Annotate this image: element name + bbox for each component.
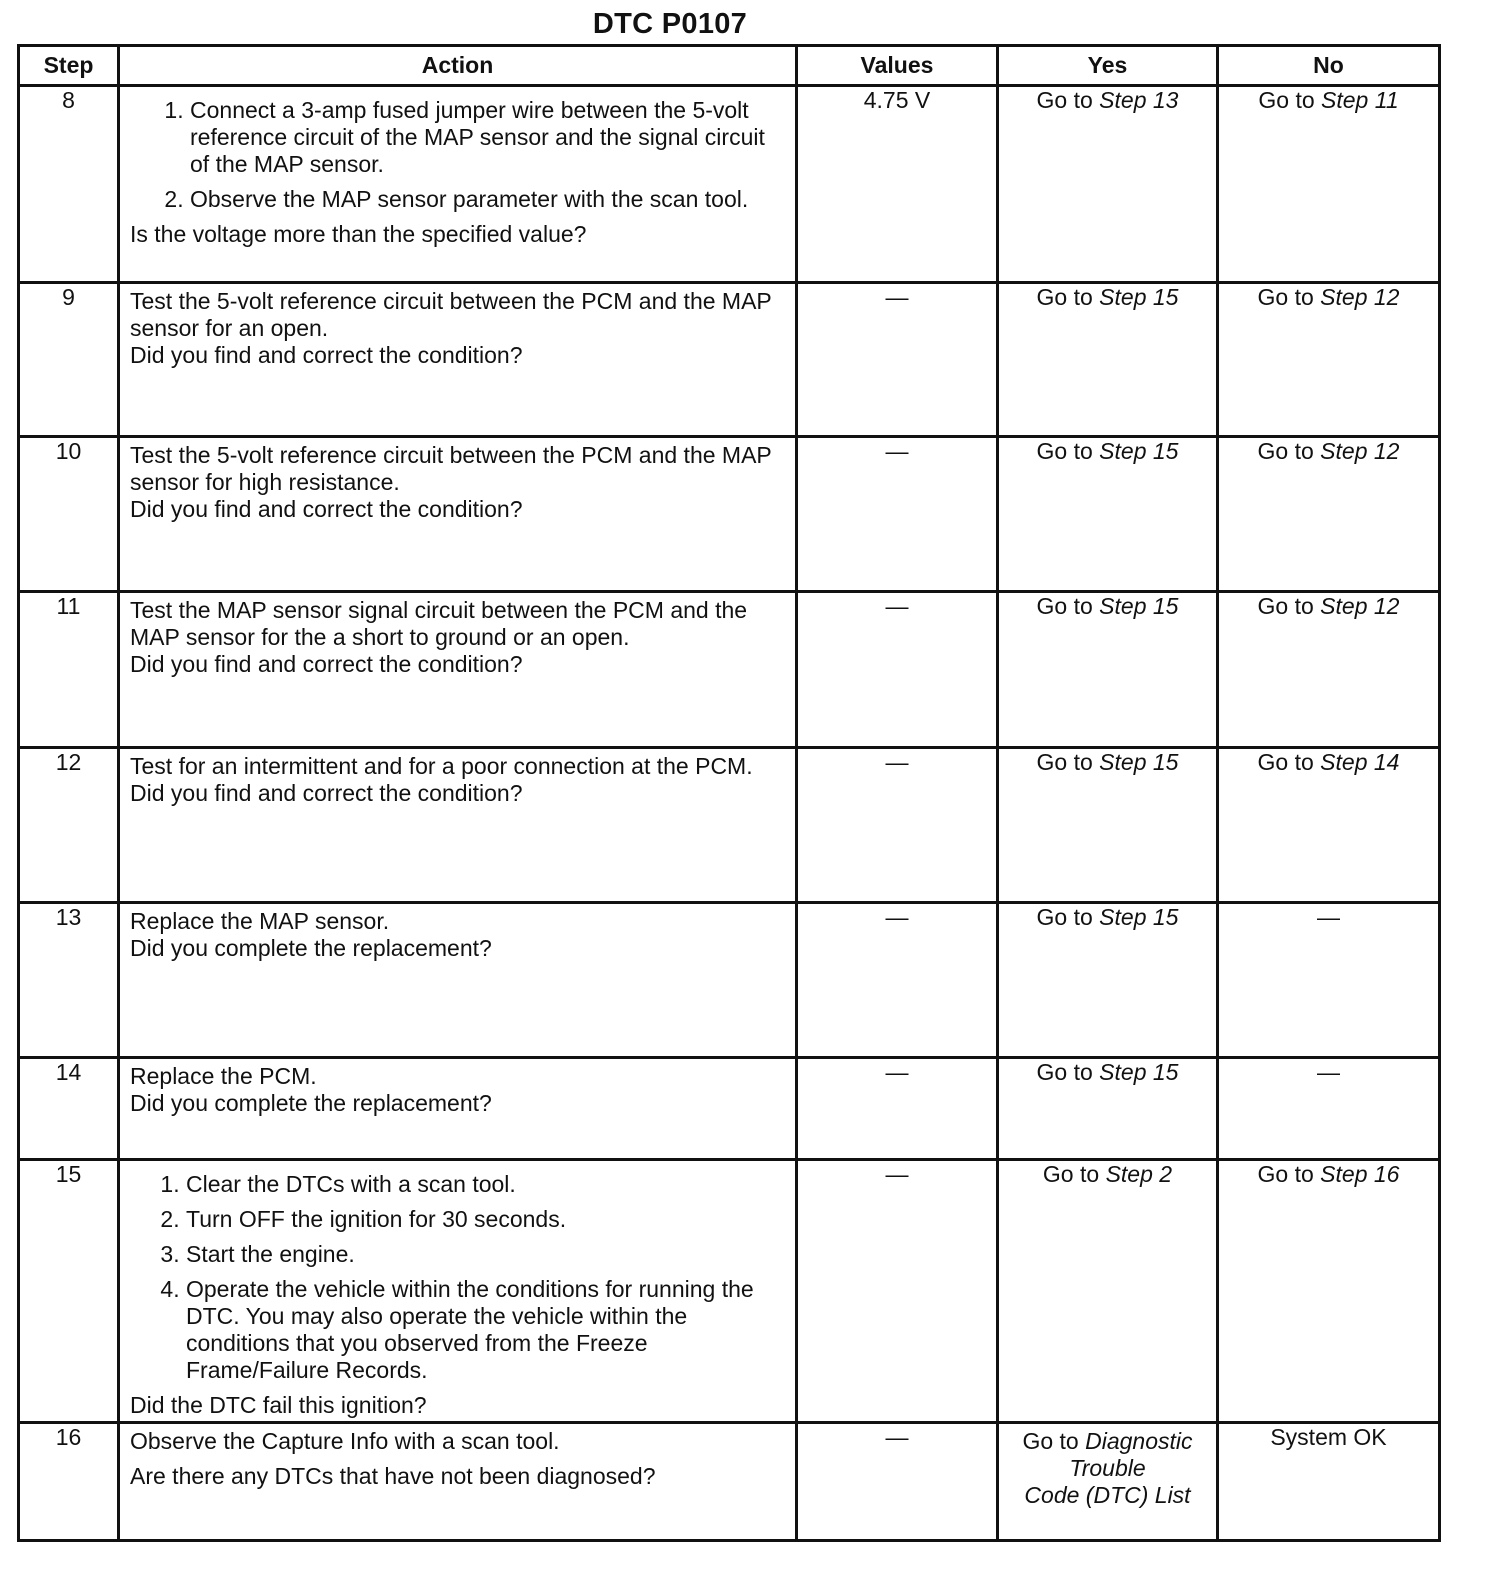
action-cell	[119, 283, 797, 437]
yes-step-link: Step 15	[1099, 284, 1179, 310]
yes-link-line: Diagnostic	[1085, 1428, 1193, 1454]
yes-link-block	[999, 1428, 1216, 1509]
list-item: 2. Observe the MAP sensor parameter with the scan tool.	[190, 186, 789, 213]
no-step-link: Step 11	[1321, 87, 1399, 113]
table-row	[19, 283, 1440, 437]
list-item: 4. Operate the vehicle within the conditions for running the DTC. You may also operate the vehicle within the conditions that you observed from the Freeze Frame/Failure Records.	[186, 1276, 789, 1384]
header-row	[19, 46, 1440, 86]
no-cell: —	[1218, 1058, 1440, 1160]
yes-prefix: Go to	[1036, 284, 1093, 310]
yes-prefix: Go to	[1042, 1161, 1100, 1187]
table-row	[19, 437, 1440, 592]
question-text: Are there any DTCs that have not been diagnosed?	[130, 1463, 656, 1489]
list-item: 1. Connect a 3-amp fused jumper wire between the 5-volt reference circuit of the MAP sensor and the signal circuit of the MAP sensor.	[190, 97, 789, 178]
action-list	[130, 1171, 789, 1392]
header-step: Step	[19, 46, 119, 86]
value-cell: —	[797, 903, 998, 1058]
value-cell: —	[797, 283, 998, 437]
yes-step-link: Step 15	[1099, 593, 1179, 619]
list-item: 3. Start the engine.	[186, 1241, 789, 1268]
yes-prefix: Go to	[1036, 749, 1093, 775]
no-prefix: Go to	[1257, 749, 1314, 775]
yes-step-link: Step 2	[1105, 1161, 1173, 1187]
list-item: 2. Turn OFF the ignition for 30 seconds.	[186, 1206, 789, 1233]
question-text: Did you find and correct the condition?	[130, 496, 523, 522]
step-number: 16	[19, 1423, 119, 1541]
no-prefix: Go to	[1257, 593, 1314, 619]
no-prefix: Go to	[1257, 438, 1314, 464]
yes-cell	[998, 437, 1218, 592]
value-cell: —	[797, 748, 998, 903]
action-cell	[119, 86, 797, 283]
step-number: 10	[19, 437, 119, 592]
step-number: 9	[19, 283, 119, 437]
table-row	[19, 1058, 1440, 1160]
value-cell: —	[797, 1160, 998, 1423]
no-cell	[1218, 592, 1440, 748]
yes-step-link: Step 15	[1099, 749, 1179, 775]
yes-cell	[998, 1058, 1218, 1160]
question-text: Did you find and correct the condition?	[130, 780, 523, 806]
no-cell	[1218, 1160, 1440, 1423]
table-row	[19, 1423, 1440, 1541]
no-cell: —	[1218, 903, 1440, 1058]
table-row	[19, 748, 1440, 903]
yes-cell	[998, 1423, 1218, 1541]
action-text: Test the 5-volt reference circuit between the PCM and the MAP sensor for high resistance.	[130, 442, 772, 495]
header-action: Action	[119, 46, 797, 86]
question-text: Did you find and correct the condition?	[130, 342, 523, 368]
step-number: 14	[19, 1058, 119, 1160]
no-step-link: Step 12	[1320, 593, 1400, 619]
step-number: 12	[19, 748, 119, 903]
header-no: No	[1218, 46, 1440, 86]
list-item: 1. Clear the DTCs with a scan tool.	[186, 1171, 789, 1198]
table-row	[19, 903, 1440, 1058]
step-number: 13	[19, 903, 119, 1058]
no-step-link: Step 14	[1320, 749, 1400, 775]
question-text: Did you complete the replacement?	[130, 935, 492, 961]
yes-step-link: Step 15	[1099, 904, 1179, 930]
yes-cell	[998, 1160, 1218, 1423]
yes-prefix: Go to	[1036, 593, 1093, 619]
no-step-link: Step 12	[1320, 284, 1400, 310]
value-cell: —	[797, 437, 998, 592]
action-cell	[119, 903, 797, 1058]
no-cell	[1218, 437, 1440, 592]
action-cell	[119, 1160, 797, 1423]
action-cell	[119, 748, 797, 903]
yes-step-link: Step 15	[1099, 438, 1179, 464]
action-text: Test the 5-volt reference circuit between the PCM and the MAP sensor for an open.	[130, 288, 772, 341]
yes-cell	[998, 86, 1218, 283]
yes-cell	[998, 903, 1218, 1058]
no-cell	[1218, 86, 1440, 283]
value-cell: —	[797, 1058, 998, 1160]
step-number: 8	[19, 86, 119, 283]
yes-link-line: Trouble	[1069, 1455, 1146, 1481]
value-cell: —	[797, 1423, 998, 1541]
no-step-link: Step 12	[1320, 438, 1400, 464]
no-step-link: Step 16	[1320, 1161, 1400, 1187]
action-cell	[119, 1423, 797, 1541]
value-cell: 4.75 V	[797, 86, 998, 283]
no-prefix: Go to	[1257, 1161, 1314, 1187]
header-values: Values	[797, 46, 998, 86]
yes-prefix: Go to	[1036, 87, 1093, 113]
yes-step-link: Step 15	[1099, 1059, 1179, 1085]
yes-step-link: Step 13	[1099, 87, 1179, 113]
question-text: Is the voltage more than the specified value?	[130, 221, 587, 247]
action-text: Test the MAP sensor signal circuit between the PCM and the MAP sensor for the a short to ground or an open.	[130, 597, 748, 650]
action-text: Observe the Capture Info with a scan tool.	[130, 1428, 560, 1454]
table-row	[19, 592, 1440, 748]
yes-cell	[998, 592, 1218, 748]
table-row	[19, 1160, 1440, 1423]
action-text: Replace the MAP sensor.	[130, 908, 390, 934]
question-text: Did you find and correct the condition?	[130, 651, 523, 677]
no-cell	[1218, 283, 1440, 437]
action-cell	[119, 592, 797, 748]
yes-cell	[998, 748, 1218, 903]
action-text: Replace the PCM.	[130, 1063, 317, 1089]
action-cell	[119, 437, 797, 592]
question-text: Did you complete the replacement?	[130, 1090, 492, 1116]
question-text: Did the DTC fail this ignition?	[130, 1392, 427, 1418]
header-yes: Yes	[998, 46, 1218, 86]
value-cell: —	[797, 592, 998, 748]
yes-cell	[998, 283, 1218, 437]
step-number: 11	[19, 592, 119, 748]
yes-prefix: Go to	[1022, 1428, 1079, 1454]
step-number: 15	[19, 1160, 119, 1423]
page-title: DTC P0107	[592, 8, 748, 40]
no-cell	[1218, 748, 1440, 903]
yes-prefix: Go to	[1036, 438, 1093, 464]
no-prefix: Go to	[1258, 87, 1315, 113]
diagnostic-table	[17, 44, 1441, 1542]
yes-link-line: Code (DTC) List	[1024, 1482, 1191, 1508]
yes-prefix: Go to	[1036, 1059, 1093, 1085]
no-prefix: Go to	[1257, 284, 1314, 310]
action-list	[130, 97, 789, 221]
yes-prefix: Go to	[1036, 904, 1093, 930]
action-text: Test for an intermittent and for a poor connection at the PCM.	[130, 753, 753, 779]
no-cell: System OK	[1218, 1423, 1440, 1541]
table-row	[19, 86, 1440, 283]
action-cell	[119, 1058, 797, 1160]
